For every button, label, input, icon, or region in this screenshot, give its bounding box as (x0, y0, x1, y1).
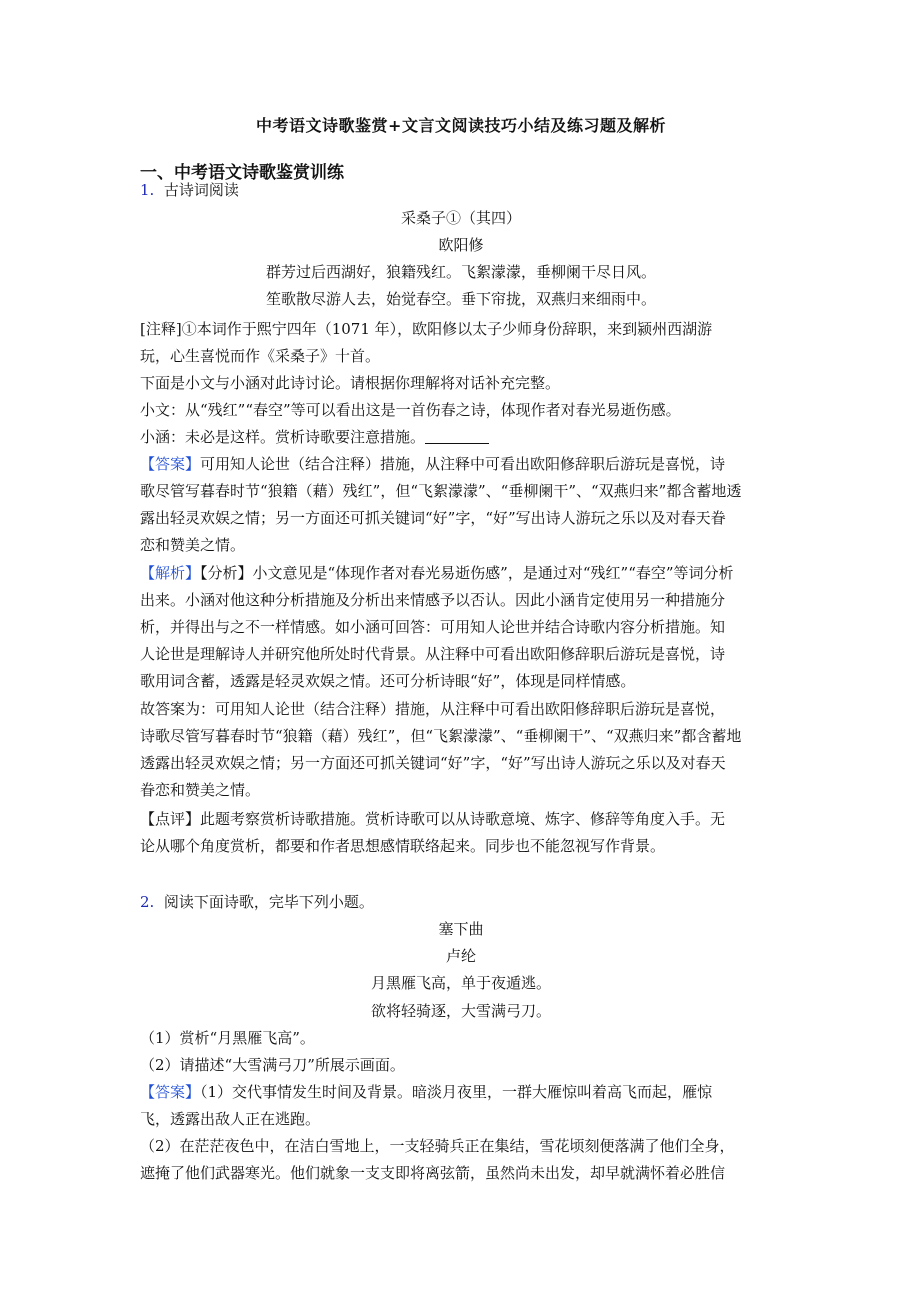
dialogue-line (140, 428, 782, 447)
poem-line: 月黑雁飞高，单于夜遁逃。 (370, 974, 551, 992)
poem-author: 卢纶 (445, 947, 476, 965)
comment-line: 【点评】此题考察赏析诗歌措施。赏析诗歌可以从诗歌意境、炼字、修辞等角度入手。无 (140, 810, 726, 828)
final-answer-line: 眷恋和赞美之情。 (140, 781, 261, 799)
dialogue-line: 小文：从“残红”“春空”等可以看出这是一首伤春之诗，体现作者对春光易逝伤感。 (140, 401, 681, 419)
question-prompt: 古诗词阅读 (163, 181, 239, 199)
answer-line: （2）在茫茫夜色中，在洁白雪地上，一支轻骑兵正在集结，雪花顷刻便落满了他们全身， (140, 1137, 735, 1155)
poem-title: 采桑子①（其四） (400, 209, 521, 227)
question-prompt: 阅读下面诗歌，完毕下列小题。 (163, 893, 374, 911)
answer-line (140, 1083, 782, 1102)
answer-tag: 【答案】 (140, 455, 201, 473)
poem-line: 欲将轻骑逐，大雪满弓刀。 (370, 1002, 551, 1020)
note-line: [注释]①本词作于熙宁四年（1071 年），欧阳修以太子少师身份辞职，来到颍州西湖游 (140, 320, 713, 338)
section-heading: 一、中考语文诗歌鉴赏训练 (140, 163, 344, 183)
final-answer-line: 诗歌尽管写暮春时节“狼籍（藉）残红”，但“飞絮濛濛”、“垂柳阑干”、“双燕归来”都含蓄地 (140, 727, 742, 745)
question-2-header (140, 893, 782, 912)
sub-question: （1）赏析“月黑雁飞高”。 (140, 1029, 315, 1047)
poem-author: 欧阳修 (438, 236, 484, 254)
analysis-line: 歌用词含蓄，透露是轻灵欢娱之情。还可分析诗眼“好”，体现是同样情感。 (140, 672, 636, 690)
poem-title: 塞下曲 (438, 920, 484, 938)
answer-text: 可用知人论世（结合注释）措施，从注释中可看出欧阳修辞职后游玩是喜悦，诗 (200, 455, 726, 473)
answer-blank[interactable] (425, 429, 489, 444)
dialogue-text: 小涵：未必是这样。赏析诗歌要注意措施。 (140, 428, 426, 446)
analysis-text: 【分析】小文意见是“体现作者对春光易逝伤感”，是通过对“残红”“春空”等词分析 (200, 564, 734, 582)
question-number: 2. (140, 893, 155, 911)
analysis-line: 出来。小涵对他这种分析措施及分析出来情感予以否认。因此小涵肯定使用另一种措施分 (140, 591, 726, 609)
question-1-header (140, 181, 782, 200)
note-line: 玩，心生喜悦而作《采桑子》十首。 (140, 347, 381, 365)
analysis-line: 人论世是理解诗人并研究他所处时代背景。从注释中可看出欧阳修辞职后游玩是喜悦，诗 (140, 645, 726, 663)
analysis-line: 析，并得出与之不一样情感。如小涵可回答：可用知人论世并结合诗歌内容分析措施。知 (140, 618, 726, 636)
question-number: 1. (140, 181, 155, 199)
answer-line: 飞，透露出敌人正在逃跑。 (140, 1110, 321, 1128)
analysis-tag: 【解析】 (140, 564, 201, 582)
answer-line: 遮掩了他们武器寒光。他们就象一支支即将离弦箭，虽然尚未出发，却早就满怀着必胜信 (140, 1164, 726, 1182)
final-answer-line: 透露出轻灵欢娱之情；另一方面还可抓关键词“好”字，“好”写出诗人游玩之乐以及对春天 (140, 754, 726, 772)
analysis-line (140, 564, 782, 583)
final-answer-line: 故答案为：可用知人论世（结合注释）措施，从注释中可看出欧阳修辞职后游玩是喜悦， (140, 700, 726, 718)
answer-line: 歌尽管写暮春时节“狼籍（藉）残红”，但“飞絮濛濛”、“垂柳阑干”、“双燕归来”都含蓄地透 (140, 482, 742, 500)
poem-line: 笙歌散尽游人去，始觉春空。垂下帘拢，双燕归来细雨中。 (265, 290, 656, 308)
comment-line: 论从哪个角度赏析，都要和作者思想感情联络起来。同步也不能忽视写作背景。 (140, 837, 666, 855)
answer-tag: 【答案】 (140, 1083, 201, 1101)
poem-line: 群芳过后西湖好，狼籍残红。飞絮濛濛，垂柳阑干尽日风。 (265, 263, 656, 281)
answer-text: （1）交代事情发生时间及背景。暗淡月夜里，一群大雁惊叫着高飞而起，雁惊 (200, 1083, 713, 1101)
document-title: 中考语文诗歌鉴赏+文言文阅读技巧小结及练习题及解析 (256, 116, 666, 135)
answer-line (140, 455, 782, 474)
answer-line: 恋和赞美之情。 (140, 536, 246, 554)
answer-line: 露出轻灵欢娱之情；另一方面还可抓关键词“好”字，“好”写出诗人游玩之乐以及对春天眷 (140, 509, 726, 527)
sub-question: （2）请描述“大雪满弓刀”所展示画面。 (140, 1056, 405, 1074)
instruction-line: 下面是小文与小涵对此诗讨论。请根据你理解将对话补充完整。 (140, 374, 561, 392)
